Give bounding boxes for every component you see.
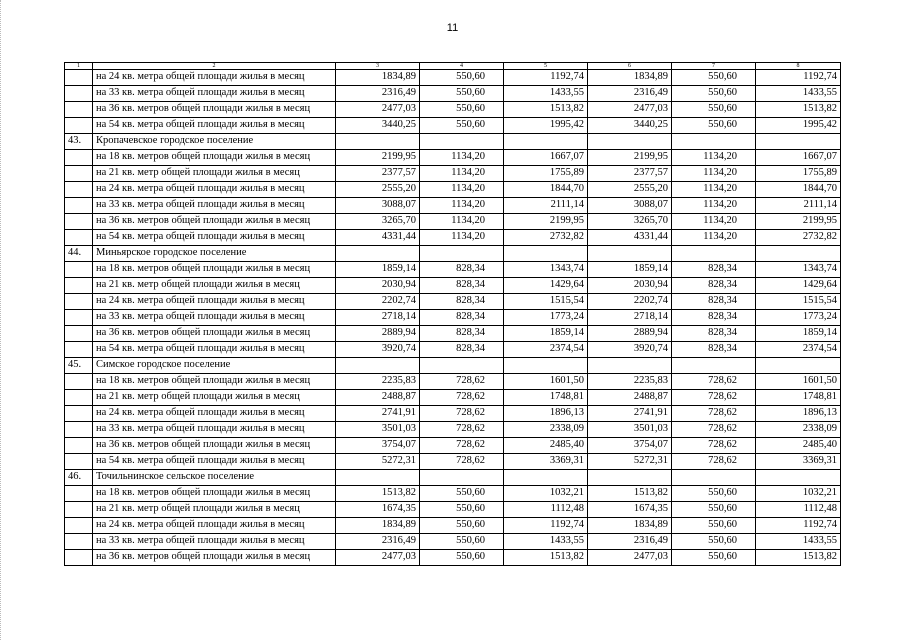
table-row bbox=[65, 342, 841, 358]
value-cell: 5272,31 bbox=[336, 454, 420, 470]
row-label: на 18 кв. метров общей площади жилья в месяц bbox=[93, 374, 336, 390]
value-cell: 828,34 bbox=[672, 294, 756, 310]
value-cell: 728,62 bbox=[420, 422, 504, 438]
row-index-cell bbox=[65, 422, 93, 438]
row-index-cell bbox=[65, 502, 93, 518]
value-cell: 1513,82 bbox=[504, 102, 588, 118]
value-cell: 1755,89 bbox=[756, 166, 841, 182]
value-cell: 1112,48 bbox=[756, 502, 841, 518]
value-cell: 1134,20 bbox=[672, 166, 756, 182]
value-cell: 2488,87 bbox=[336, 390, 420, 406]
tariff-table bbox=[64, 62, 841, 566]
value-cell: 2316,49 bbox=[588, 534, 672, 550]
value-cell: 1429,64 bbox=[756, 278, 841, 294]
row-label: на 36 кв. метров общей площади жилья в месяц bbox=[93, 438, 336, 454]
value-cell: 828,34 bbox=[672, 342, 756, 358]
section-title: Симское городское поселение bbox=[93, 358, 336, 374]
value-cell: 2485,40 bbox=[504, 438, 588, 454]
empty-cell bbox=[672, 246, 756, 262]
value-cell: 4331,44 bbox=[588, 230, 672, 246]
value-cell: 728,62 bbox=[672, 390, 756, 406]
table-row bbox=[65, 534, 841, 550]
section-row bbox=[65, 358, 841, 374]
value-cell: 1192,74 bbox=[756, 70, 841, 86]
section-number: 45. bbox=[65, 358, 93, 374]
table-row bbox=[65, 262, 841, 278]
value-cell: 1134,20 bbox=[420, 150, 504, 166]
row-index-cell bbox=[65, 278, 93, 294]
value-cell: 550,60 bbox=[420, 118, 504, 134]
row-label: на 54 кв. метра общей площади жилья в месяц bbox=[93, 454, 336, 470]
row-index-cell bbox=[65, 150, 93, 166]
value-cell: 1134,20 bbox=[672, 198, 756, 214]
value-cell: 550,60 bbox=[420, 486, 504, 502]
table-row bbox=[65, 422, 841, 438]
value-cell: 728,62 bbox=[672, 454, 756, 470]
table-row bbox=[65, 486, 841, 502]
empty-cell bbox=[588, 470, 672, 486]
row-label: на 33 кв. метра общей площади жилья в месяц bbox=[93, 310, 336, 326]
value-cell: 728,62 bbox=[420, 438, 504, 454]
value-cell: 828,34 bbox=[420, 326, 504, 342]
value-cell: 550,60 bbox=[420, 86, 504, 102]
value-cell: 550,60 bbox=[420, 70, 504, 86]
value-cell: 1134,20 bbox=[420, 230, 504, 246]
value-cell: 1674,35 bbox=[336, 502, 420, 518]
value-cell: 2338,09 bbox=[504, 422, 588, 438]
value-cell: 728,62 bbox=[672, 422, 756, 438]
value-cell: 1667,07 bbox=[756, 150, 841, 166]
value-cell: 2741,91 bbox=[588, 406, 672, 422]
value-cell: 1192,74 bbox=[504, 518, 588, 534]
table-row bbox=[65, 374, 841, 390]
column-number: 4 bbox=[420, 63, 504, 70]
value-cell: 550,60 bbox=[672, 550, 756, 566]
value-cell: 3440,25 bbox=[588, 118, 672, 134]
value-cell: 828,34 bbox=[420, 262, 504, 278]
value-cell: 2485,40 bbox=[756, 438, 841, 454]
value-cell: 1995,42 bbox=[756, 118, 841, 134]
row-index-cell bbox=[65, 486, 93, 502]
value-cell: 1859,14 bbox=[504, 326, 588, 342]
column-number: 5 bbox=[504, 63, 588, 70]
value-cell: 2889,94 bbox=[588, 326, 672, 342]
value-cell: 1134,20 bbox=[672, 230, 756, 246]
empty-cell bbox=[420, 134, 504, 150]
row-label: на 18 кв. метров общей площади жилья в месяц bbox=[93, 150, 336, 166]
row-label: на 33 кв. метра общей площади жилья в месяц bbox=[93, 534, 336, 550]
table-row bbox=[65, 550, 841, 566]
value-cell: 1343,74 bbox=[504, 262, 588, 278]
value-cell: 728,62 bbox=[672, 406, 756, 422]
row-label: на 21 кв. метр общей площади жилья в месяц bbox=[93, 166, 336, 182]
empty-cell bbox=[756, 358, 841, 374]
table-row bbox=[65, 326, 841, 342]
value-cell: 1896,13 bbox=[504, 406, 588, 422]
value-cell: 828,34 bbox=[672, 262, 756, 278]
value-cell: 2235,83 bbox=[588, 374, 672, 390]
value-cell: 3265,70 bbox=[336, 214, 420, 230]
value-cell: 3754,07 bbox=[588, 438, 672, 454]
empty-cell bbox=[336, 134, 420, 150]
value-cell: 1433,55 bbox=[756, 86, 841, 102]
table-row bbox=[65, 310, 841, 326]
value-cell: 550,60 bbox=[420, 534, 504, 550]
value-cell: 550,60 bbox=[420, 518, 504, 534]
value-cell: 1773,24 bbox=[504, 310, 588, 326]
row-index-cell bbox=[65, 406, 93, 422]
value-cell: 3440,25 bbox=[336, 118, 420, 134]
row-index-cell bbox=[65, 230, 93, 246]
row-label: на 33 кв. метра общей площади жилья в месяц bbox=[93, 422, 336, 438]
value-cell: 2477,03 bbox=[336, 102, 420, 118]
section-number: 46. bbox=[65, 470, 93, 486]
empty-cell bbox=[420, 470, 504, 486]
value-cell: 1134,20 bbox=[672, 182, 756, 198]
empty-cell bbox=[588, 134, 672, 150]
value-cell: 828,34 bbox=[672, 278, 756, 294]
row-label: на 21 кв. метр общей площади жилья в месяц bbox=[93, 502, 336, 518]
row-label: на 36 кв. метров общей площади жилья в месяц bbox=[93, 102, 336, 118]
row-index-cell bbox=[65, 534, 93, 550]
value-cell: 1667,07 bbox=[504, 150, 588, 166]
row-label: на 24 кв. метра общей площади жилья в месяц bbox=[93, 70, 336, 86]
value-cell: 1134,20 bbox=[420, 166, 504, 182]
value-cell: 550,60 bbox=[672, 502, 756, 518]
section-row bbox=[65, 134, 841, 150]
value-cell: 550,60 bbox=[672, 534, 756, 550]
value-cell: 550,60 bbox=[672, 518, 756, 534]
row-index-cell bbox=[65, 518, 93, 534]
value-cell: 2030,94 bbox=[588, 278, 672, 294]
row-label: на 54 кв. метра общей площади жилья в месяц bbox=[93, 118, 336, 134]
empty-cell bbox=[420, 358, 504, 374]
row-label: на 33 кв. метра общей площади жилья в месяц bbox=[93, 198, 336, 214]
table-row bbox=[65, 118, 841, 134]
value-cell: 1601,50 bbox=[504, 374, 588, 390]
row-index-cell bbox=[65, 374, 93, 390]
value-cell: 828,34 bbox=[420, 278, 504, 294]
table-row bbox=[65, 390, 841, 406]
value-cell: 5272,31 bbox=[588, 454, 672, 470]
value-cell: 2199,95 bbox=[504, 214, 588, 230]
empty-cell bbox=[336, 470, 420, 486]
value-cell: 2202,74 bbox=[588, 294, 672, 310]
row-label: на 24 кв. метра общей площади жилья в месяц bbox=[93, 182, 336, 198]
value-cell: 1834,89 bbox=[336, 518, 420, 534]
empty-cell bbox=[504, 246, 588, 262]
column-number-row bbox=[65, 63, 841, 70]
row-index-cell bbox=[65, 310, 93, 326]
value-cell: 2718,14 bbox=[336, 310, 420, 326]
value-cell: 2316,49 bbox=[588, 86, 672, 102]
table-row bbox=[65, 454, 841, 470]
value-cell: 550,60 bbox=[420, 502, 504, 518]
value-cell: 2488,87 bbox=[588, 390, 672, 406]
table-row bbox=[65, 182, 841, 198]
value-cell: 1433,55 bbox=[504, 86, 588, 102]
table-row bbox=[65, 70, 841, 86]
page-number: 11 bbox=[446, 22, 459, 34]
value-cell: 1032,21 bbox=[504, 486, 588, 502]
empty-cell bbox=[672, 470, 756, 486]
value-cell: 828,34 bbox=[420, 294, 504, 310]
value-cell: 1134,20 bbox=[420, 198, 504, 214]
value-cell: 1513,82 bbox=[336, 486, 420, 502]
section-number: 43. bbox=[65, 134, 93, 150]
value-cell: 4331,44 bbox=[336, 230, 420, 246]
value-cell: 2338,09 bbox=[756, 422, 841, 438]
value-cell: 2732,82 bbox=[504, 230, 588, 246]
value-cell: 728,62 bbox=[420, 406, 504, 422]
value-cell: 2316,49 bbox=[336, 86, 420, 102]
value-cell: 1134,20 bbox=[420, 182, 504, 198]
empty-cell bbox=[672, 358, 756, 374]
value-cell: 1513,82 bbox=[756, 550, 841, 566]
value-cell: 1773,24 bbox=[756, 310, 841, 326]
table-body bbox=[65, 63, 841, 566]
value-cell: 2377,57 bbox=[588, 166, 672, 182]
value-cell: 3920,74 bbox=[588, 342, 672, 358]
section-title: Кропачевское городское поселение bbox=[93, 134, 336, 150]
value-cell: 1859,14 bbox=[756, 326, 841, 342]
table-row bbox=[65, 102, 841, 118]
row-label: на 33 кв. метра общей площади жилья в месяц bbox=[93, 86, 336, 102]
value-cell: 2741,91 bbox=[336, 406, 420, 422]
value-cell: 2199,95 bbox=[588, 150, 672, 166]
value-cell: 1134,20 bbox=[672, 214, 756, 230]
value-cell: 828,34 bbox=[672, 326, 756, 342]
value-cell: 1192,74 bbox=[504, 70, 588, 86]
empty-cell bbox=[756, 246, 841, 262]
value-cell: 1834,89 bbox=[336, 70, 420, 86]
section-number: 44. bbox=[65, 246, 93, 262]
value-cell: 828,34 bbox=[420, 342, 504, 358]
section-title: Миньярское городское поселение bbox=[93, 246, 336, 262]
value-cell: 1032,21 bbox=[756, 486, 841, 502]
column-number: 6 bbox=[588, 63, 672, 70]
value-cell: 1844,70 bbox=[504, 182, 588, 198]
row-label: на 24 кв. метра общей площади жилья в месяц bbox=[93, 406, 336, 422]
table-row bbox=[65, 406, 841, 422]
row-label: на 18 кв. метров общей площади жилья в месяц bbox=[93, 262, 336, 278]
value-cell: 1433,55 bbox=[504, 534, 588, 550]
value-cell: 828,34 bbox=[672, 310, 756, 326]
value-cell: 1995,42 bbox=[504, 118, 588, 134]
table-row bbox=[65, 150, 841, 166]
value-cell: 3088,07 bbox=[588, 198, 672, 214]
value-cell: 1748,81 bbox=[504, 390, 588, 406]
value-cell: 2030,94 bbox=[336, 278, 420, 294]
row-label: на 36 кв. метров общей площади жилья в месяц bbox=[93, 214, 336, 230]
row-label: на 21 кв. метр общей площади жилья в месяц bbox=[93, 278, 336, 294]
value-cell: 1748,81 bbox=[756, 390, 841, 406]
row-index-cell bbox=[65, 342, 93, 358]
row-index-cell bbox=[65, 326, 93, 342]
table-row bbox=[65, 230, 841, 246]
value-cell: 1896,13 bbox=[756, 406, 841, 422]
empty-cell bbox=[588, 358, 672, 374]
empty-cell bbox=[504, 358, 588, 374]
value-cell: 3754,07 bbox=[336, 438, 420, 454]
value-cell: 3920,74 bbox=[336, 342, 420, 358]
value-cell: 550,60 bbox=[672, 86, 756, 102]
row-label: на 24 кв. метра общей площади жилья в месяц bbox=[93, 294, 336, 310]
value-cell: 2111,14 bbox=[756, 198, 841, 214]
value-cell: 1834,89 bbox=[588, 70, 672, 86]
value-cell: 2477,03 bbox=[588, 102, 672, 118]
empty-cell bbox=[504, 470, 588, 486]
row-label: на 54 кв. метра общей площади жилья в месяц bbox=[93, 230, 336, 246]
value-cell: 728,62 bbox=[420, 374, 504, 390]
value-cell: 828,34 bbox=[420, 310, 504, 326]
value-cell: 3369,31 bbox=[504, 454, 588, 470]
table-row bbox=[65, 502, 841, 518]
table-row bbox=[65, 86, 841, 102]
row-index-cell bbox=[65, 294, 93, 310]
value-cell: 2477,03 bbox=[336, 550, 420, 566]
value-cell: 2555,20 bbox=[336, 182, 420, 198]
value-cell: 3369,31 bbox=[756, 454, 841, 470]
table-row bbox=[65, 198, 841, 214]
page-edge bbox=[0, 0, 3, 640]
row-label: на 24 кв. метра общей площади жилья в месяц bbox=[93, 518, 336, 534]
value-cell: 2555,20 bbox=[588, 182, 672, 198]
value-cell: 1515,54 bbox=[504, 294, 588, 310]
table-row bbox=[65, 518, 841, 534]
value-cell: 2374,54 bbox=[756, 342, 841, 358]
table-row bbox=[65, 294, 841, 310]
empty-cell bbox=[336, 358, 420, 374]
row-label: на 36 кв. метров общей площади жилья в месяц bbox=[93, 326, 336, 342]
value-cell: 2111,14 bbox=[504, 198, 588, 214]
row-label: на 18 кв. метров общей площади жилья в месяц bbox=[93, 486, 336, 502]
row-label: на 36 кв. метров общей площади жилья в месяц bbox=[93, 550, 336, 566]
value-cell: 1112,48 bbox=[504, 502, 588, 518]
value-cell: 1513,82 bbox=[504, 550, 588, 566]
empty-cell bbox=[336, 246, 420, 262]
value-cell: 1859,14 bbox=[588, 262, 672, 278]
empty-cell bbox=[756, 470, 841, 486]
empty-cell bbox=[420, 246, 504, 262]
empty-cell bbox=[756, 134, 841, 150]
value-cell: 2235,83 bbox=[336, 374, 420, 390]
empty-cell bbox=[504, 134, 588, 150]
value-cell: 2377,57 bbox=[336, 166, 420, 182]
table-row bbox=[65, 166, 841, 182]
column-number: 7 bbox=[672, 63, 756, 70]
value-cell: 1755,89 bbox=[504, 166, 588, 182]
value-cell: 1515,54 bbox=[756, 294, 841, 310]
column-number: 2 bbox=[93, 63, 336, 70]
value-cell: 1134,20 bbox=[672, 150, 756, 166]
value-cell: 2718,14 bbox=[588, 310, 672, 326]
value-cell: 2202,74 bbox=[336, 294, 420, 310]
value-cell: 1859,14 bbox=[336, 262, 420, 278]
value-cell: 1674,35 bbox=[588, 502, 672, 518]
value-cell: 1601,50 bbox=[756, 374, 841, 390]
value-cell: 728,62 bbox=[672, 374, 756, 390]
value-cell: 728,62 bbox=[420, 454, 504, 470]
value-cell: 1134,20 bbox=[420, 214, 504, 230]
section-row bbox=[65, 470, 841, 486]
row-index-cell bbox=[65, 550, 93, 566]
value-cell: 728,62 bbox=[672, 438, 756, 454]
table-row bbox=[65, 438, 841, 454]
row-index-cell bbox=[65, 262, 93, 278]
value-cell: 550,60 bbox=[672, 102, 756, 118]
value-cell: 2477,03 bbox=[588, 550, 672, 566]
value-cell: 550,60 bbox=[672, 70, 756, 86]
value-cell: 2374,54 bbox=[504, 342, 588, 358]
value-cell: 1513,82 bbox=[756, 102, 841, 118]
row-index-cell bbox=[65, 390, 93, 406]
value-cell: 1429,64 bbox=[504, 278, 588, 294]
value-cell: 3501,03 bbox=[588, 422, 672, 438]
value-cell: 2199,95 bbox=[756, 214, 841, 230]
row-label: на 21 кв. метр общей площади жилья в месяц bbox=[93, 390, 336, 406]
row-index-cell bbox=[65, 454, 93, 470]
row-index-cell bbox=[65, 102, 93, 118]
value-cell: 550,60 bbox=[420, 102, 504, 118]
value-cell: 1433,55 bbox=[756, 534, 841, 550]
row-index-cell bbox=[65, 182, 93, 198]
column-number: 1 bbox=[65, 63, 93, 70]
row-index-cell bbox=[65, 198, 93, 214]
section-row bbox=[65, 246, 841, 262]
value-cell: 1192,74 bbox=[756, 518, 841, 534]
row-index-cell bbox=[65, 214, 93, 230]
row-index-cell bbox=[65, 70, 93, 86]
value-cell: 550,60 bbox=[672, 118, 756, 134]
table-row bbox=[65, 214, 841, 230]
value-cell: 2199,95 bbox=[336, 150, 420, 166]
value-cell: 3501,03 bbox=[336, 422, 420, 438]
value-cell: 1834,89 bbox=[588, 518, 672, 534]
empty-cell bbox=[672, 134, 756, 150]
row-index-cell bbox=[65, 86, 93, 102]
column-number: 3 bbox=[336, 63, 420, 70]
empty-cell bbox=[588, 246, 672, 262]
value-cell: 1343,74 bbox=[756, 262, 841, 278]
value-cell: 2889,94 bbox=[336, 326, 420, 342]
value-cell: 1513,82 bbox=[588, 486, 672, 502]
row-index-cell bbox=[65, 438, 93, 454]
value-cell: 3088,07 bbox=[336, 198, 420, 214]
value-cell: 550,60 bbox=[672, 486, 756, 502]
row-label: на 54 кв. метра общей площади жилья в месяц bbox=[93, 342, 336, 358]
value-cell: 2732,82 bbox=[756, 230, 841, 246]
section-title: Точильнинское сельское поселение bbox=[93, 470, 336, 486]
row-index-cell bbox=[65, 118, 93, 134]
value-cell: 728,62 bbox=[420, 390, 504, 406]
value-cell: 1844,70 bbox=[756, 182, 841, 198]
table-row bbox=[65, 278, 841, 294]
column-number: 8 bbox=[756, 63, 841, 70]
value-cell: 550,60 bbox=[420, 550, 504, 566]
row-index-cell bbox=[65, 166, 93, 182]
value-cell: 2316,49 bbox=[336, 534, 420, 550]
value-cell: 3265,70 bbox=[588, 214, 672, 230]
